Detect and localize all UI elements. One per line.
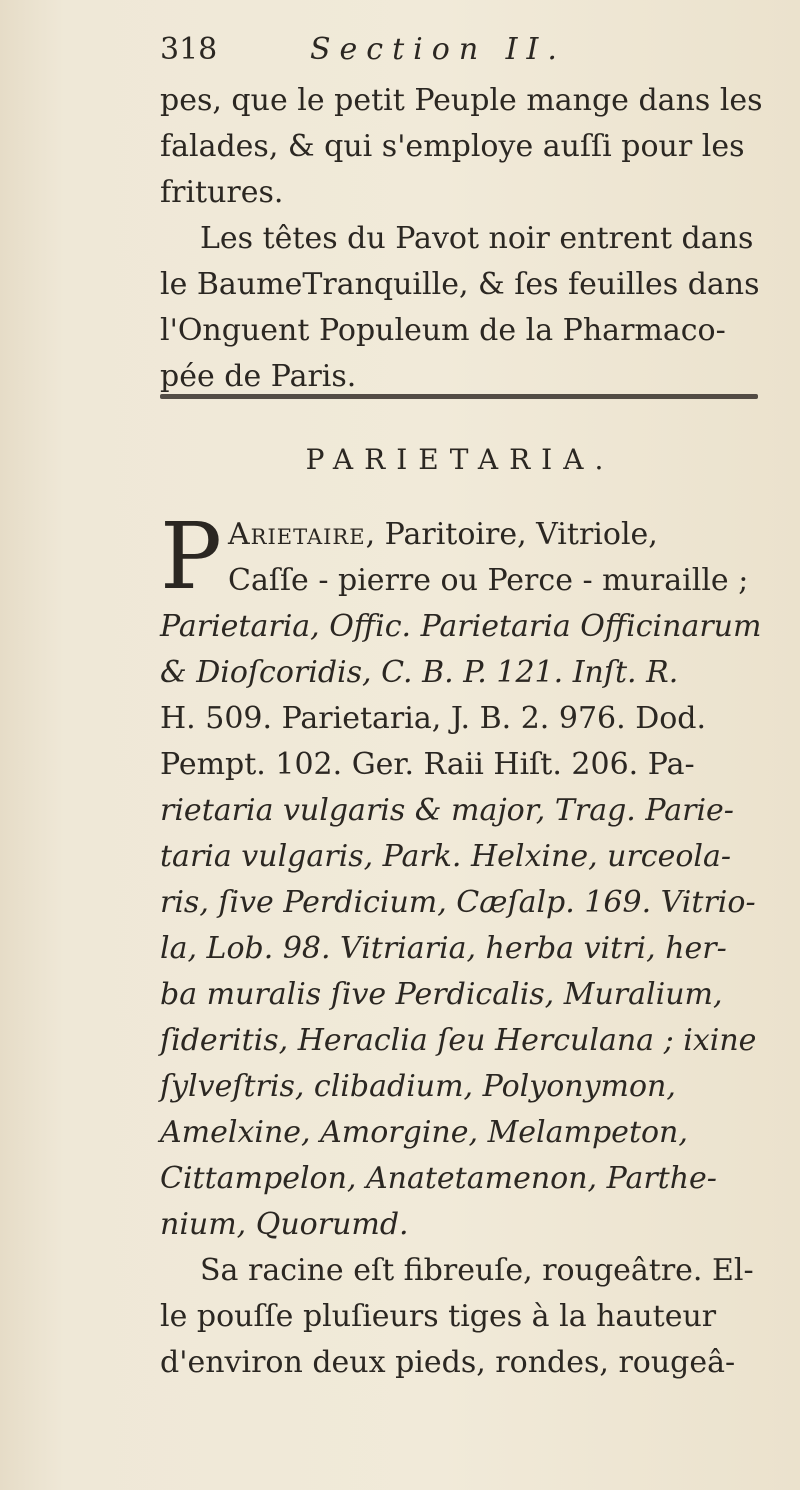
entry-line-17: Sa racine eſt fibreuſe, rougeâtre. El- — [200, 1253, 754, 1288]
body-line-3: fritures. — [160, 175, 284, 210]
top-text-block — [160, 78, 763, 400]
entry-line-6: Pempt. 102. Ger. Raii Hiſt. 206. Pa- — [160, 747, 695, 782]
parietaria-entry — [160, 503, 762, 1386]
drop-cap: P — [160, 503, 222, 610]
entry-line-13: ſylveſtris, clibadium, Polyonymon, — [160, 1069, 676, 1104]
entry-line-3: Parietaria, Offic. Parietaria Officinarum — [160, 609, 762, 644]
body-line-7: pée de Paris. — [160, 359, 357, 394]
body-line-6: l'Onguent Populeum de la Pharmaco- — [160, 313, 726, 348]
entry-line-16: nium, Quorumd. — [160, 1207, 409, 1242]
entry-line-19: d'environ deux pieds, rondes, rougeâ- — [160, 1345, 736, 1380]
entry-line-4: & Dioſcoridis, C. B. P. 121. Inſt. R. — [160, 655, 679, 690]
entry-line-12: ſideritis, Heraclia ſeu Herculana ; ixine — [160, 1023, 757, 1058]
page-header — [160, 28, 760, 72]
entry-name-rest: , Paritoire, Vitriole, — [365, 517, 658, 552]
entry-line-5: H. 509. Parietaria, J. B. 2. 976. Dod. — [160, 701, 707, 736]
page-number: 318 — [160, 32, 218, 67]
entry-line-2: Caſſe - pierre ou Perce - muraille ; — [228, 563, 749, 598]
body-line-1: pes, que le petit Peuple mange dans les — [160, 83, 763, 118]
section-title: PARIETARIA. — [305, 443, 615, 476]
entry-line-18: le pouſſe pluſieurs tiges à la hauteur — [160, 1299, 717, 1334]
running-head: Section II. — [310, 32, 566, 67]
section-divider — [160, 394, 758, 399]
body-line-2: falades, & qui s'employe auſſi pour les — [160, 129, 745, 164]
body-line-4: Les têtes du Pavot noir entrent dans — [200, 221, 754, 256]
entry-line-1 — [160, 512, 760, 558]
body-line-5: le BaumeTranquille, & ſes feuilles dans — [160, 267, 760, 302]
entry-line-11: ba muralis ſive Perdicalis, Muralium, — [160, 977, 723, 1012]
entry-line-9: ris, ſive Perdicium, Cæſalp. 169. Vitrio- — [160, 885, 756, 920]
entry-line-8: taria vulgaris, Park. Helxine, urceola- — [160, 839, 732, 874]
entry-name-cap: Arietaire — [228, 517, 366, 552]
entry-line-15: Cittampelon, Anatetamenon, Parthe- — [160, 1161, 717, 1196]
entry-line-7: rietaria vulgaris & major, Trag. Parie- — [160, 793, 734, 828]
entry-line-14: Amelxine, Amorgine, Melampeton, — [160, 1115, 688, 1150]
entry-line-10: la, Lob. 98. Vitriaria, herba vitri, her- — [160, 931, 727, 966]
